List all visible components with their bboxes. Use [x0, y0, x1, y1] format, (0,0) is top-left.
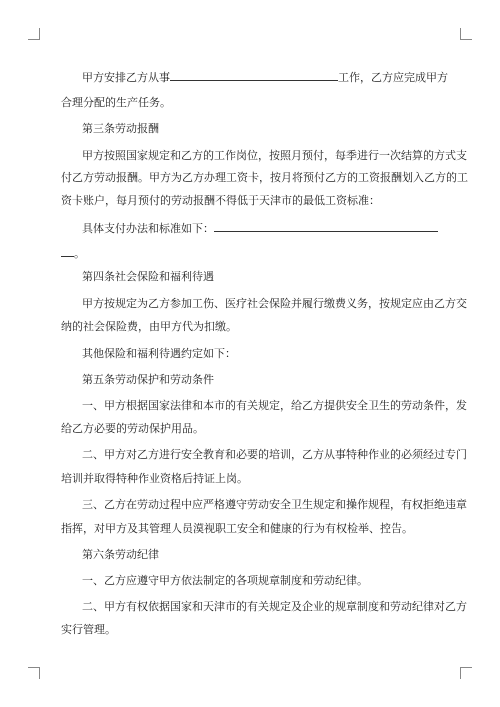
fill-in-blank[interactable] — [170, 69, 338, 81]
text-line: 甲方按规定为乙方参加工伤、医疗社会保险并履行缴费义务，按规定应由乙方交 — [82, 297, 467, 310]
text-line: 给乙方必要的劳动保护用品。 — [61, 422, 204, 435]
text-line — [61, 245, 441, 261]
section-heading: 第四条社会保险和福利待遇 — [82, 270, 214, 283]
text-line: 其他保险和福利待遇约定如下： — [82, 347, 236, 360]
text-line: 资卡账户，每月预付的劳动报酬不得低于天津市的最低工资标准： — [61, 194, 380, 207]
text-line: 实行管理。 — [61, 623, 116, 636]
text-segment: 具体支付办法和标准如下： — [82, 222, 214, 235]
crop-mark-top-left — [28, 28, 40, 40]
text-segment: 甲方安排乙方从事 — [82, 71, 170, 84]
text-line: 指挥，对甲方及其管理人员漠视职工安全和健康的行为有权检举、控告。 — [61, 522, 413, 535]
text-line: 纳的社会保险费，由甲方代为扣缴。 — [61, 320, 237, 333]
fill-in-blank[interactable] — [214, 220, 438, 232]
text-line — [82, 220, 462, 236]
section-heading: 第六条劳动纪律 — [82, 548, 159, 561]
section-heading: 第三条劳动报酬 — [82, 122, 159, 135]
text-segment: 工作，乙方应完成甲方 — [338, 71, 448, 84]
fill-in-blank[interactable] — [61, 245, 74, 257]
text-line: 一、甲方根据国家法律和本市的有关规定，给乙方提供安全卫生的劳动条件，发 — [82, 399, 467, 412]
text-line: 二、甲方对乙方进行安全教育和必要的培训，乙方从事特种作业的必须经过专门 — [82, 448, 467, 461]
text-line: 一、乙方应遵守甲方依法制定的各项规章制度和劳动纪律。 — [82, 574, 368, 587]
text-line: 合理分配的生产任务。 — [61, 96, 171, 109]
text-line — [82, 69, 462, 85]
crop-mark-top-right — [460, 28, 472, 40]
text-segment: 。 — [74, 247, 85, 260]
text-line: 培训并取得特种作业资格后持证上岗。 — [61, 472, 248, 485]
text-line: 付乙方劳动报酬。甲方为乙方办理工资卡，按月将预付乙方的工资报酬划入乙方的工 — [61, 171, 468, 184]
crop-mark-bottom-right — [460, 667, 472, 679]
section-heading: 第五条劳动保护和劳动条件 — [82, 373, 214, 386]
text-line: 二、甲方有权依据国家和天津市的有关规定及企业的规章制度和劳动纪律对乙方 — [82, 600, 467, 613]
crop-mark-bottom-left — [28, 667, 40, 679]
text-line: 三、乙方在劳动过程中应严格遵守劳动安全卫生规定和操作规程，有权拒绝违章 — [82, 498, 467, 511]
text-line: 甲方按照国家规定和乙方的工作岗位，按照月预付，每季进行一次结算的方式支 — [82, 149, 467, 162]
